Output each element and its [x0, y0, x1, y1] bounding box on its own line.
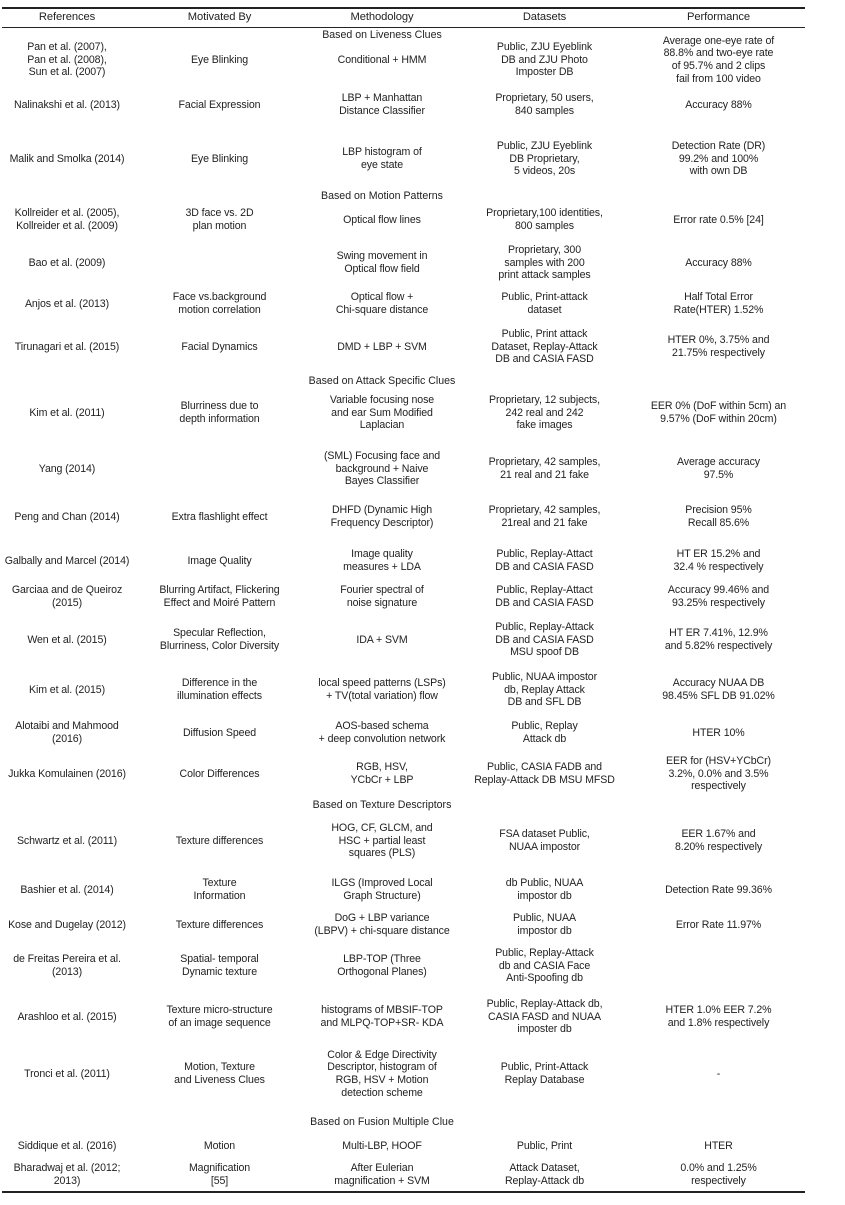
cell-reference: Kim et al. (2015): [28, 683, 106, 696]
header-datasets: Datasets: [522, 11, 567, 24]
cell-dataset: Proprietary, 300 samples with 200 print attack samples: [498, 244, 591, 282]
cell-reference: Arashloo et al. (2015): [17, 1010, 117, 1023]
cell-methodology: After Eulerian magnification + SVM: [334, 1162, 430, 1187]
cell-methodology: DoG + LBP variance (LBPV) + chi-square distance: [314, 912, 450, 937]
cell-performance: HT ER 7.41%, 12.9% and 5.82% respectively: [664, 627, 773, 652]
cell-performance: HTER 10%: [692, 726, 745, 739]
cell-dataset: Public, Replay-Attack DB and CASIA FASD MSU spoof DB: [495, 621, 594, 659]
cell-motivation: Texture micro-structure of an image sequence: [166, 1004, 273, 1029]
cell-methodology: DHFD (Dynamic High Frequency Descriptor): [330, 504, 434, 529]
cell-methodology: LBP histogram of eye state: [342, 146, 422, 171]
cell-dataset: Public, Replay Attack db: [511, 720, 578, 745]
cell-dataset: Proprietary, 50 users, 840 samples: [495, 92, 594, 117]
cell-performance: Accuracy 88%: [685, 256, 752, 269]
cell-motivation: Blurriness due to depth information: [179, 400, 260, 425]
cell-methodology: Variable focusing nose and ear Sum Modified Laplacian: [329, 394, 435, 432]
cell-methodology: RGB, HSV, YCbCr + LBP: [350, 761, 414, 786]
cell-motivation: Texture Information: [193, 877, 246, 902]
comparison-table: [2, 7, 805, 1193]
cell-performance: Detection Rate (DR) 99.2% and 100% with own DB: [671, 140, 766, 178]
cell-reference: Peng and Chan (2014): [14, 510, 120, 523]
section-heading: Based on Motion Patterns: [321, 190, 443, 202]
cell-motivation: Image Quality: [187, 554, 252, 567]
cell-motivation: 3D face vs. 2D plan motion: [185, 207, 254, 232]
cell-methodology: Fourier spectral of noise signature: [340, 584, 424, 609]
section-heading: Based on Attack Specific Clues: [308, 375, 456, 387]
cell-methodology: Swing movement in Optical flow field: [336, 250, 428, 275]
section-heading: Based on Texture Descriptors: [312, 799, 452, 811]
cell-motivation: Motion: [203, 1139, 236, 1152]
cell-performance: HT ER 15.2% and 32.4 % respectively: [673, 548, 764, 573]
cell-methodology: Color & Edge Directivity Descriptor, histogram of RGB, HSV + Motion detection scheme: [327, 1048, 437, 1099]
cell-methodology: Image quality measures + LDA: [343, 548, 421, 573]
cell-methodology: LBP + Manhattan Distance Classifier: [339, 92, 425, 117]
cell-reference: Tronci et al. (2011): [24, 1067, 110, 1080]
cell-dataset: Public, Print attack Dataset, Replay-Attack DB and CASIA FASD: [491, 328, 598, 366]
cell-motivation: Diffusion Speed: [182, 726, 257, 739]
cell-performance: -: [716, 1067, 721, 1080]
cell-reference: Jukka Komulainen (2016): [8, 767, 126, 780]
cell-reference: Anjos et al. (2013): [24, 297, 110, 310]
cell-reference: Kollreider et al. (2005), Kollreider et al. (2009): [14, 207, 120, 232]
cell-methodology: local speed patterns (LSPs) + TV(total variation) flow: [318, 677, 446, 702]
cell-motivation: Texture differences: [175, 834, 264, 847]
cell-dataset: Public, NUAA impostor db, Replay Attack DB and SFL DB: [491, 671, 598, 709]
cell-dataset: Public, Replay-Attack db, CASIA FASD and NUAA imposter db: [486, 998, 603, 1036]
cell-reference: Galbally and Marcel (2014): [4, 554, 130, 567]
cell-reference: Alotaibi and Mahmood (2016): [15, 720, 119, 745]
cell-motivation: Extra flashlight effect: [171, 510, 268, 523]
cell-dataset: Proprietary,100 identities, 800 samples: [486, 207, 603, 232]
cell-reference: Bashier et al. (2014): [20, 883, 114, 896]
header-performance: Performance: [687, 11, 750, 24]
cell-methodology: Optical flow lines: [343, 213, 421, 226]
cell-dataset: Public, Print-Attack Replay Database: [500, 1061, 589, 1086]
cell-motivation: Face vs.background motion correlation: [172, 291, 267, 316]
cell-performance: HTER: [704, 1139, 733, 1152]
cell-performance: 0.0% and 1.25% respectively: [680, 1162, 757, 1187]
cell-dataset: Public, ZJU Eyeblink DB Proprietary, 5 videos, 20s: [496, 140, 593, 178]
cell-performance: EER 1.67% and 8.20% respectively: [674, 828, 763, 853]
cell-dataset: Proprietary, 42 samples, 21real and 21 fake: [488, 504, 601, 529]
cell-reference: Malik and Smolka (2014): [9, 152, 125, 165]
cell-dataset: Public, CASIA FADB and Replay-Attack DB MSU MFSD: [474, 761, 615, 786]
cell-motivation: Facial Expression: [178, 98, 261, 111]
cell-reference: Pan et al. (2007), Pan et al. (2008), Sun et al. (2007): [27, 41, 107, 79]
cell-motivation: Magnification [55]: [188, 1162, 251, 1187]
cell-performance: Detection Rate 99.36%: [665, 883, 772, 896]
header-methodology: Methodology: [350, 11, 414, 24]
cell-reference: Garciaa and de Queiroz (2015): [11, 584, 123, 609]
cell-dataset: Public, Print: [516, 1139, 573, 1152]
cell-dataset: Proprietary, 12 subjects, 242 real and 242 fake images: [489, 394, 600, 432]
cell-dataset: db Public, NUAA impostor db: [505, 877, 584, 902]
cell-performance: Half Total Error Rate(HTER) 1.52%: [673, 291, 764, 316]
cell-performance: HTER 1.0% EER 7.2% and 1.8% respectively: [665, 1004, 772, 1029]
cell-motivation: Spatial- temporal Dynamic texture: [180, 953, 259, 978]
cell-reference: Bao et al. (2009): [28, 256, 106, 269]
cell-methodology: Conditional + HMM: [337, 53, 427, 66]
cell-methodology: AOS-based schema + deep convolution network: [318, 720, 446, 745]
cell-motivation: Specular Reflection, Blurriness, Color Diversity: [159, 627, 280, 652]
cell-performance: EER for (HSV+YCbCr) 3.2%, 0.0% and 3.5% respectively: [666, 755, 771, 793]
section-heading: Based on Fusion Multiple Clue: [310, 1116, 454, 1128]
cell-dataset: Public, Replay-Attact DB and CASIA FASD: [495, 548, 594, 573]
cell-dataset: Public, NUAA impostor db: [513, 912, 576, 937]
header-references: References: [38, 11, 96, 24]
cell-methodology: HOG, CF, GLCM, and HSC + partial least squares (PLS): [331, 822, 433, 860]
cell-reference: Kim et al. (2011): [29, 406, 105, 419]
cell-dataset: Attack Dataset, Replay-Attack db: [504, 1162, 585, 1187]
cell-dataset: Public, ZJU Eyeblink DB and ZJU Photo Imposter DB: [496, 41, 593, 79]
cell-reference: Siddique et al. (2016): [17, 1139, 117, 1152]
cell-methodology: Multi-LBP, HOOF: [342, 1139, 422, 1152]
cell-reference: Kose and Dugelay (2012): [8, 918, 126, 931]
cell-methodology: IDA + SVM: [356, 633, 408, 646]
cell-reference: Tirunagari et al. (2015): [14, 340, 120, 353]
cell-dataset: Public, Print-attack dataset: [501, 291, 588, 316]
section-heading: Based on Liveness Clues: [322, 29, 442, 41]
cell-motivation: Eye Blinking: [190, 152, 249, 165]
cell-performance: Average accuracy 97.5%: [676, 456, 760, 481]
cell-reference: Nalinakshi et al. (2013): [14, 98, 120, 111]
cell-dataset: FSA dataset Public, NUAA impostor: [499, 828, 590, 853]
cell-performance: Error Rate 11.97%: [675, 918, 762, 931]
header-motivated-by: Motivated By: [187, 11, 252, 24]
cell-dataset: Public, Replay-Attact DB and CASIA FASD: [495, 584, 594, 609]
cell-methodology: histograms of MBSIF-TOP and MLPQ-TOP+SR- KDA: [320, 1004, 444, 1029]
cell-performance: Accuracy 99.46% and 93.25% respectively: [667, 584, 770, 609]
cell-reference: Wen et al. (2015): [27, 633, 107, 646]
header-rule: [2, 27, 805, 28]
cell-performance: Error rate 0.5% [24]: [673, 213, 764, 226]
cell-motivation: Texture differences: [175, 918, 264, 931]
cell-motivation: Blurring Artifact, Flickering Effect and Moiré Pattern: [159, 584, 280, 609]
cell-motivation: Difference in the illumination effects: [177, 677, 262, 702]
cell-methodology: ILGS (Improved Local Graph Structure): [331, 877, 433, 902]
cell-reference: Yang (2014): [38, 462, 96, 475]
cell-methodology: DMD + LBP + SVM: [337, 340, 427, 353]
cell-methodology: (SML) Focusing face and background + Naive Bayes Classifier: [323, 450, 441, 488]
cell-motivation: Color Differences: [179, 767, 260, 780]
cell-performance: Accuracy 88%: [685, 98, 752, 111]
cell-performance: EER 0% (DoF within 5cm) an 9.57% (DoF within 20cm): [650, 400, 787, 425]
cell-motivation: Facial Dynamics: [181, 340, 258, 353]
cell-performance: Accuracy NUAA DB 98.45% SFL DB 91.02%: [662, 677, 775, 702]
cell-reference: Schwartz et al. (2011): [16, 834, 118, 847]
cell-dataset: Proprietary, 42 samples, 21 real and 21 fake: [488, 456, 601, 481]
cell-methodology: Optical flow + Chi-square distance: [335, 291, 429, 316]
cell-dataset: Public, Replay-Attack db and CASIA Face Anti-Spoofing db: [495, 947, 594, 985]
cell-reference: Bharadwaj et al. (2012; 2013): [13, 1162, 121, 1187]
cell-performance: Precision 95% Recall 85.6%: [685, 504, 752, 529]
cell-performance: Average one-eye rate of 88.8% and two-eye rate of 95.7% and 2 clips fail from 100 video: [662, 34, 775, 85]
cell-motivation: Motion, Texture and Liveness Clues: [174, 1061, 265, 1086]
cell-methodology: LBP-TOP (Three Orthogonal Planes): [337, 953, 427, 978]
cell-performance: HTER 0%, 3.75% and 21.75% respectively: [667, 334, 770, 359]
cell-motivation: Eye Blinking: [190, 53, 249, 66]
cell-reference: de Freitas Pereira et al. (2013): [13, 953, 121, 978]
